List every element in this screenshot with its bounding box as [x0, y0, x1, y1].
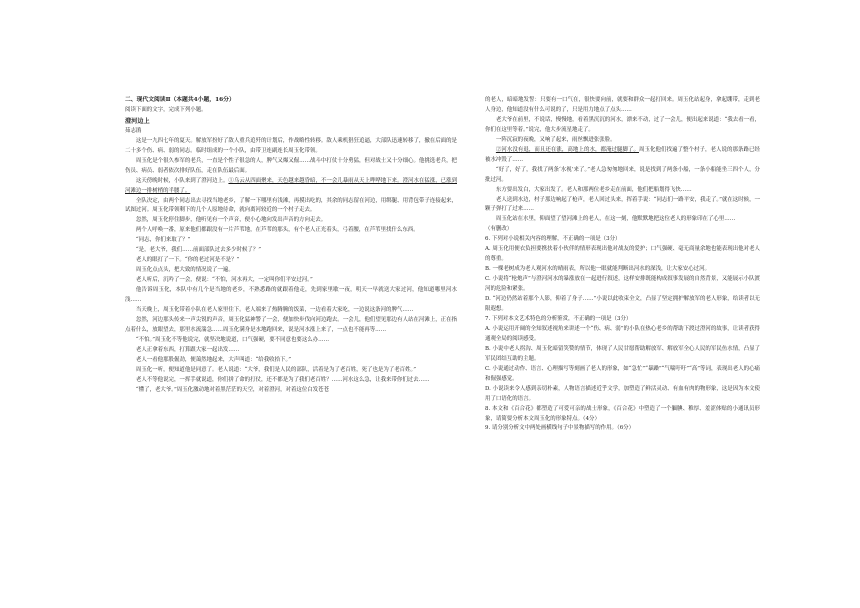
paragraph — [125, 177, 457, 197]
paragraph: “是，老大爷，我们……前面部队过去多少时候了？” — [135, 247, 262, 254]
question-8: 8. 本文和《百合花》都塑造了可爱可亲的战士形象，《百合花》中塑造了一个腼腆、稚厚、羞涩体贴的小通讯员形象，请简要分析本文周玉化的形象特点。（4分） — [485, 405, 760, 422]
question-6-option-d: D. “河边仍然站着那个人影，仰着了身子……”小说以此收束全文，凸显了坚定拥护解放军的老人形象，给读者以无限遐想。 — [485, 296, 760, 313]
paragraph — [485, 146, 760, 166]
paragraph: 周玉化站在水里，仰面望了望河滩上的老人，在这一刻，他默默地把这位老人的形象印在了心里…… — [495, 216, 736, 223]
paragraph: 老人听后，沉吟了一会，便说：“不怕，河水再大，一定叫你们平安过河。” — [135, 277, 313, 284]
paragraph: 周玉化点点头，把大致的情况说了一遍。 — [135, 267, 234, 274]
article-author: 茹志鹃 — [125, 127, 142, 134]
reading-instruction: 阅读下面的文字，完成下列小题。 — [125, 106, 207, 113]
question-7-option-b: B. 小说中老人拐沟、周玉化暗留笑赞的情节，体现了人民甘愿帮助解放军、解放军全心人民的军民鱼水情，凸显了军民团结互助的主题。 — [485, 345, 760, 362]
paragraph: 老人不等他说完，一挥手就说道，你们拼了命的打仗，还不都是为了我们老百姓？……河水这么急，让我来带你们过去…… — [135, 376, 430, 383]
question-9: 9. 请分别分析文中两处画横线句子中景物描写的作用。（6分） — [485, 425, 635, 432]
paragraph: 他告诉周玉化，本队中有几个是当地的老乡，不熟悉路的就跟着他走，先到家里歇一夜，明天一早就送大家过河，他知道哪里河水浅…… — [125, 287, 457, 304]
right-column — [485, 96, 760, 434]
paragraph: 老人正拿着东西，打算跟大家一起出发…… — [135, 346, 240, 353]
paragraph: “懂了，老大爷。”周玉化激动地对着黑茫茫的天空，对着澄河，对着这位白发苍苍 — [135, 386, 330, 393]
underlined-sentence-1: ①乌云从四面聚来，天色越来越昏暗，不一会儿暴雨从天上哗哗地下来。澄河水在猛涨，已涨到河滩边一排树梢的半腰了。 — [125, 177, 457, 194]
paragraph-text: 这天傍晚时候，小队来到了澄河边上。 — [135, 177, 229, 184]
paragraph: 的老人，暗暗地发誓：只要有一口气在，很快要向前，就要和群众一起打回来。周玉化站起身，拿起绷带，走到老人身边，他知道没有什么可说的了，只是用力地点了点头…… — [485, 97, 760, 113]
paragraph: “不怕。”周玉化不等他说完，就坚决地说道，口气强硬，要不同意也要这么办…… — [135, 336, 330, 343]
question-6-option-c: C. 小说将“枪炮声”与澄河河水的暴涨放在一起进行叙述，这样安排既能构成叙事发展的自然背景，又能展示小队渡河的危险和紧张。 — [485, 276, 760, 293]
question-6-option-a: A. 周玉化用便衣负担要携扶着小伙伴的情形表现出他对战友的爱护；口气强硬、毫无商量余地也能表现出他对老人的尊重。 — [485, 246, 760, 263]
paragraph: 忽然，周玉化停住脚步，他听见有一个声音，便小心地向发出声音的方向走去。 — [135, 217, 327, 224]
article-title: 澄河边上 — [125, 117, 150, 125]
paragraph: 忽然，河边那头传来一声尖锐的声音，周玉化猛神警了一会，便加快步伐向河边跑去。一会儿，他们望见那边有人站在河滩上，正在指点着什么，放眼望去，那里水流湍急……周玉化满身是水地跑回来，说是河水涨上来了，一点也不能再等…… — [125, 316, 457, 333]
paragraph: 这是一九四七年的夏天。解放军扮好了敌人重兵追歼的计划后，作战略性转移。敌人乘机猖狂追逼，大部队迅速转移了，撤在后面的是二十多个伤、病、弱的同志。临时组成的一个小队，由带卫连副连长周玉化带领。 — [125, 137, 457, 154]
paragraph-text: 周玉化他们找遍了整个村子，老人说的那条路已经被水冲毁了…… — [485, 146, 760, 163]
question-7: 7. 下列对本文艺术特色的分析鉴赏，不正确的一项是（3分） — [485, 315, 632, 322]
source-note: （有删改） — [485, 226, 513, 233]
question-7-option-c: C. 小说通过动作、语言、心理描写等刻画了老人的形象，如“急忙”“暴躁”“气喘吁吁”“高”等词，表现出老人的心痛和倔强感觉。 — [485, 365, 760, 382]
paragraph: 当天晚上，周玉化带着小队在老人家里住下。老人端来了热腾腾的饭菜，一边看着大家吃，一边说这条河的脾气…… — [135, 307, 414, 314]
paragraph: 老人送到水边，村子那边响起了枪声，老人回过头来，挥着手说：“同志们一路平安，我走了。”就在这时候，一颗子弹打了过来…… — [485, 196, 760, 213]
paragraph: 老大爷在前里，不说话，慢慢地，看着黑沉沉的河水，漂来不动，过了一会儿，便出起来说道：“我去看一看，你们在这里等着。”说完，他大步流星地走了。 — [485, 116, 760, 133]
underlined-sentence-2: ②河水没有退，而且还在涨，高地上的水，都淹过腿脚了。 — [495, 146, 639, 153]
question-7-option-a: A. 小说运用开阔的全知叙述视角来讲述一个“伤、病、弱”的小队在热心老乡的帮助下渡过澄河的故事，让读者获得通观全局的阅读感受。 — [485, 325, 760, 342]
paragraph: “好了，好了，我找了两条‘水视’来了。”老人急匆匆地回来，说是找到了两条小船，一条小船能坐三四个人，分批过河。 — [485, 166, 760, 183]
paragraph: 一阵沉寂的夜晚，又响了起来，雨丝飘进张张脸。 — [495, 136, 616, 143]
section-heading: 二、现代文阅读Ⅱ（本题共4小题，16分） — [125, 97, 235, 103]
paragraph: 两个人呼唤一番，原来他们都跟没有一片芦苇地，在芦苇的那头，有个老人正光着头，弓着腰，在芦苇里找什么东西。 — [135, 227, 419, 234]
paragraph: 老人一看他那股倔劲，便蔼然地起来，大声叫道：“给我收拾下。” — [135, 356, 291, 363]
paragraph: 周玉化是个很久参军的老兵，一直是个性子很急的人，脾气又爆又倔……战斗中打仗十分勇猛，但对战士又十分细心。他挑选老兵，把伤员、病员、弱者依次排好队伍，走在队伍最后面。 — [125, 157, 457, 174]
question-6: 6. 下列对小说相关内容的理解，不正确的一项是（3分） — [485, 236, 621, 243]
paragraph: 全队决定，由两个同志出去寻找当地老乡，了解一下哪里有浅滩，再摸出吃的，其余的同志留在河边，用绑腿、用背包带子连接起来，试图过河。周玉化带领剩下的几个人原地待命，就向离河较近的一个村子走去。 — [125, 197, 457, 214]
paragraph: 周玉化一听，便知道他是同意了。老人说道：“大爷，我们是人民的部队，活着是为了老百姓，死了也是为了老百姓。” — [135, 366, 417, 373]
question-6-option-b: B. 一棵老树成为老人观河水的晴雨表，所以他一眼就能判断出河水的深浅，让大家安心过河。 — [485, 266, 710, 273]
question-7-option-d: D. 小说读来令人感到亲切朴素，人物语言描述近乎文学，加塑造了鲜活灵动、有血有肉的物形象，这是因为本文使用了口语化的语言。 — [485, 385, 760, 402]
paragraph: 老人的眼打了一下。“你的老过河是不是？” — [135, 257, 240, 264]
left-column — [125, 96, 457, 396]
paragraph: 东方要出发白，大家出发了。老人和那两位老乡走在前面，他们把船划得飞快…… — [495, 186, 692, 193]
paragraph: “同志，你们来取了？” — [135, 237, 191, 244]
